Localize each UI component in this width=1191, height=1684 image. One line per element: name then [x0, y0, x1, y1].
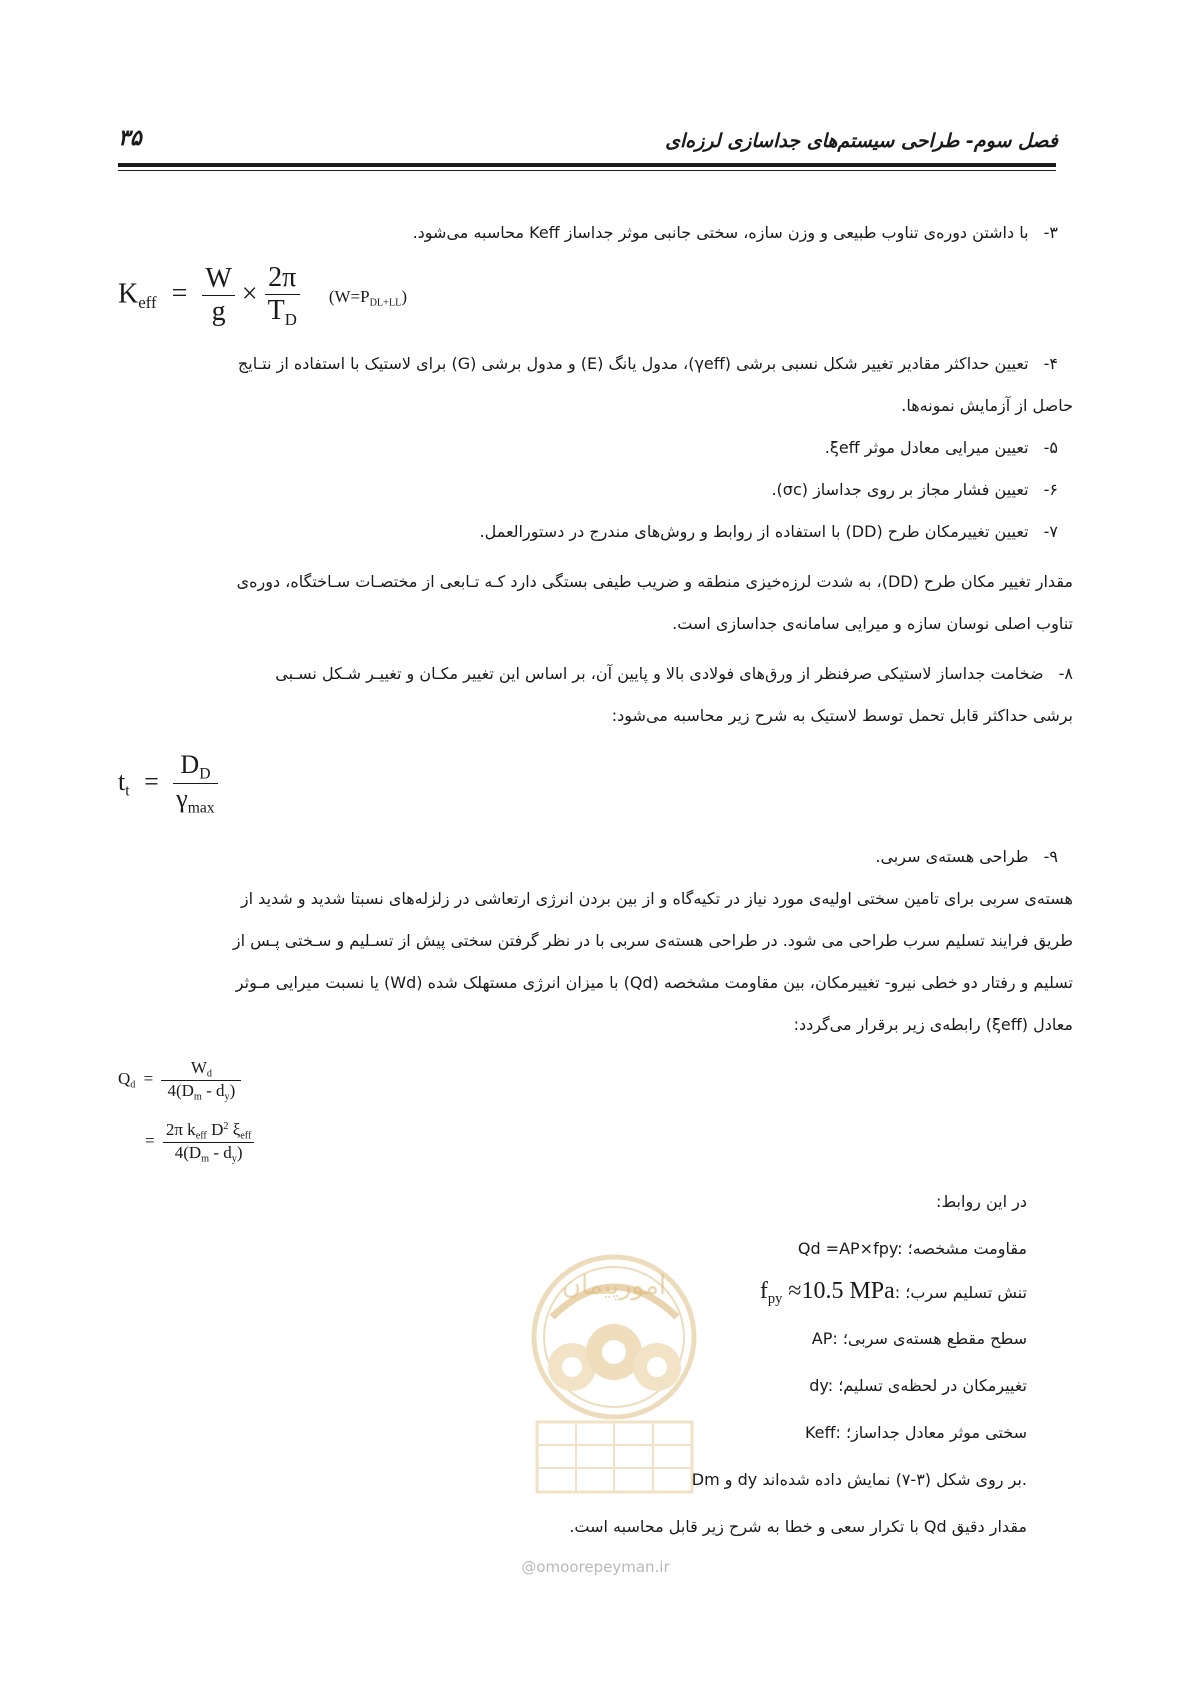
eq-subscript: eff — [240, 1130, 252, 1142]
eq-subscript: D — [199, 765, 211, 783]
eq-text: 2π k — [165, 1120, 196, 1139]
definition-fpy — [760, 1272, 1027, 1318]
item-number: ۵- — [1043, 438, 1058, 457]
watermark-url: @omoorepeyman.ir — [521, 1558, 670, 1576]
definition-qd: Qd =AP×fpy: مقاومت مشخصه؛ — [797, 1239, 1027, 1258]
eq-note-end: ) — [401, 287, 408, 307]
eq-subscript: d — [130, 1079, 136, 1091]
eq-text: ξ — [228, 1120, 241, 1139]
item-number: ۴- — [1043, 354, 1058, 373]
eq-subscript: t — [125, 782, 130, 800]
eq-numerator — [163, 1120, 255, 1142]
eq-symbol: K — [118, 278, 139, 310]
eq-times: × — [241, 278, 258, 310]
eq-symbol: f — [759, 1278, 768, 1304]
eq-equals: = — [171, 278, 188, 310]
eq-equals: = — [143, 1068, 154, 1088]
lead-core-paragraph-line2: طریق فرایند تسلیم سرب طراحی می شود. در طراحی هسته‌ی سربی با در نظر گرفتن سختی پیش از تسـلیم و سـختی پـس از — [232, 931, 1073, 950]
item-text: تعیین حداکثر مقادیر تغییر شکل نسبی برشی (γeff)، مدول یانگ (E) و مدول برشی (G) برای لاستیک با استفاده از نتـایج — [237, 354, 1029, 373]
list-item-4 — [238, 345, 1058, 383]
eq-note-text: (W=P — [328, 287, 370, 307]
definition-ap: AP: سطح مقطع هسته‌ی سربی؛ — [811, 1329, 1027, 1348]
eq-fraction — [161, 1058, 241, 1102]
eq-symbol: Q — [118, 1068, 131, 1088]
eq-text: 4(D — [174, 1142, 202, 1162]
page-number: ۳۵ — [118, 126, 142, 151]
item-text: تعیین تغییرمکان طرح (DD) با استفاده از روابط و روش‌های مندرج در دستورالعمل. — [479, 522, 1029, 541]
item-number: ۸- — [1058, 664, 1073, 683]
eq-equals: = — [145, 1130, 155, 1150]
eq-fraction — [173, 750, 217, 818]
item-text: طراحی هسته‌ی سربی. — [875, 847, 1029, 866]
eq-subscript: y — [224, 1091, 230, 1103]
definitions-intro: در این روابط: — [935, 1192, 1027, 1211]
item-text: تعیین فشار مجاز بر روی جداساز (σc). — [771, 480, 1029, 499]
item-number: ۷- — [1043, 522, 1058, 541]
eq-text: ) — [229, 1080, 236, 1100]
list-item-8 — [275, 655, 1073, 693]
eq-subscript: max — [187, 799, 215, 817]
keff-equation — [118, 262, 407, 330]
item-number: ۳- — [1043, 223, 1058, 242]
eq-fraction — [202, 263, 234, 328]
fpy-value: ≈10.5 MPa — [788, 1278, 895, 1304]
eq-denominator — [161, 1080, 241, 1103]
eq-text: 4(D — [167, 1080, 194, 1100]
chapter-title: فصل سوم- طراحی سیستم‌های جداسازی لرزه‌ای — [665, 130, 1058, 152]
qd-exact-note: مقدار دقیق Qd با تکرار سعی و خطا به شرح زیر قابل محاسبه است. — [569, 1517, 1027, 1536]
definition-keff: Keff: سختی موثر معادل جداساز؛ — [804, 1423, 1027, 1442]
eq-symbol: T — [267, 295, 285, 326]
eq-text: - d — [201, 1080, 225, 1100]
eq-numerator — [173, 750, 217, 783]
eq-subscript: py — [767, 1291, 783, 1308]
eq-note — [328, 287, 408, 309]
eq-fraction — [265, 262, 300, 330]
eq-symbol: t — [118, 766, 126, 796]
item-text: با داشتن دوره‌ی تناوب طبیعی و وزن سازه، سختی جانبی موثر جداساز Keff محاسبه می‌شود. — [412, 223, 1029, 242]
eq-subscript: d — [206, 1068, 212, 1080]
eq-subscript: y — [231, 1153, 237, 1165]
eq-fraction — [163, 1120, 255, 1164]
eq-subscript: m — [193, 1091, 202, 1103]
qd-equation-line1 — [118, 1058, 241, 1102]
eq-denominator — [163, 1142, 255, 1165]
eq-numerator — [161, 1058, 241, 1080]
eq-subscript: eff — [195, 1130, 207, 1142]
design-displacement-paragraph-line2: تناوب اصلی نوسان سازه و میرایی سامانه‌ی جداسازی است. — [672, 614, 1073, 633]
list-item-8-cont: برشی حداکثر قابل تحمل توسط لاستیک به شرح زیر محاسبه می‌شود: — [611, 706, 1073, 725]
design-displacement-paragraph-line1: مقدار تغییر مکان طرح (DD)، به شدت لرزه‌خیزی منطقه و ضریب طیفی بستگی دارد کـه تـابعی از مختصـات سـاختگاه، دوره‌ی — [236, 572, 1073, 591]
watermark-brand: امورپیمان — [561, 1271, 667, 1301]
fpy-label: : تنش تسلیم سرب؛ — [894, 1283, 1027, 1302]
item-text: ضخامت جداساز لاستیکی صرفنظر از ورق‌های فولادی بالا و پایین آن، بر اساس این تغییر مکـان و تغییـر شـکل نسـبی — [275, 664, 1044, 683]
list-item-4-cont: حاصل از آزمایش نمونه‌ها. — [901, 396, 1073, 415]
eq-denominator: g — [202, 295, 234, 328]
list-item-9 — [875, 838, 1058, 876]
eq-subscript: D — [284, 309, 297, 329]
eq-symbol: γ — [176, 784, 188, 814]
fpy-symbol — [759, 1278, 895, 1308]
eq-text: ) — [236, 1142, 243, 1162]
eq-text: - d — [209, 1142, 232, 1162]
header-rule-thin — [118, 170, 1056, 171]
eq-equals: = — [144, 766, 159, 796]
eq-symbol: W — [190, 1058, 207, 1077]
eq-numerator: 2π — [268, 262, 297, 293]
definition-dm: Dm و dy بر روی شکل (۳-۷) نمایش داده شده‌اند. — [691, 1470, 1027, 1489]
eq-numerator: W — [205, 263, 232, 295]
list-item-3 — [413, 214, 1058, 252]
item-text: تعیین میرایی معادل موثر ξeff. — [824, 438, 1029, 457]
lead-core-paragraph-line4: معادل (ξeff) رابطه‌ی زیر برقرار می‌گردد: — [793, 1015, 1073, 1034]
list-item-5 — [825, 429, 1058, 467]
list-item-6 — [771, 471, 1058, 509]
item-number: ۶- — [1043, 480, 1058, 499]
header-rule — [118, 163, 1056, 167]
tt-equation — [118, 750, 218, 818]
eq-superscript: 2 — [223, 1120, 229, 1132]
item-number: ۹- — [1043, 847, 1058, 866]
definition-dy: dy: تغییرمکان در لحظه‌ی تسلیم؛ — [809, 1376, 1027, 1395]
list-item-7 — [479, 513, 1058, 551]
lead-core-paragraph-line1: هسته‌ی سربی برای تامین سختی اولیه‌ی مورد نیاز در تکیه‌گاه و از بین بردن انرژی ارتعاشی در زلزله‌های نسبتا شدید و شدید از — [240, 889, 1073, 908]
lead-core-paragraph-line3: تسلیم و رفتار دو خطی نیرو- تغییرمکان، بین مقاومت مشخصه (Qd) با میزان انرژی مستهلک شده (Wd) یا نسبت میرایی مـوثر — [235, 973, 1073, 992]
qd-equation-line2 — [145, 1120, 254, 1164]
eq-denominator — [265, 294, 300, 330]
eq-denominator — [173, 783, 217, 817]
eq-subscript: eff — [138, 293, 157, 313]
eq-symbol: D — [180, 750, 200, 779]
eq-text: D — [206, 1120, 224, 1139]
eq-subscript: m — [201, 1153, 210, 1165]
eq-subscript: DL+LL — [369, 297, 402, 309]
